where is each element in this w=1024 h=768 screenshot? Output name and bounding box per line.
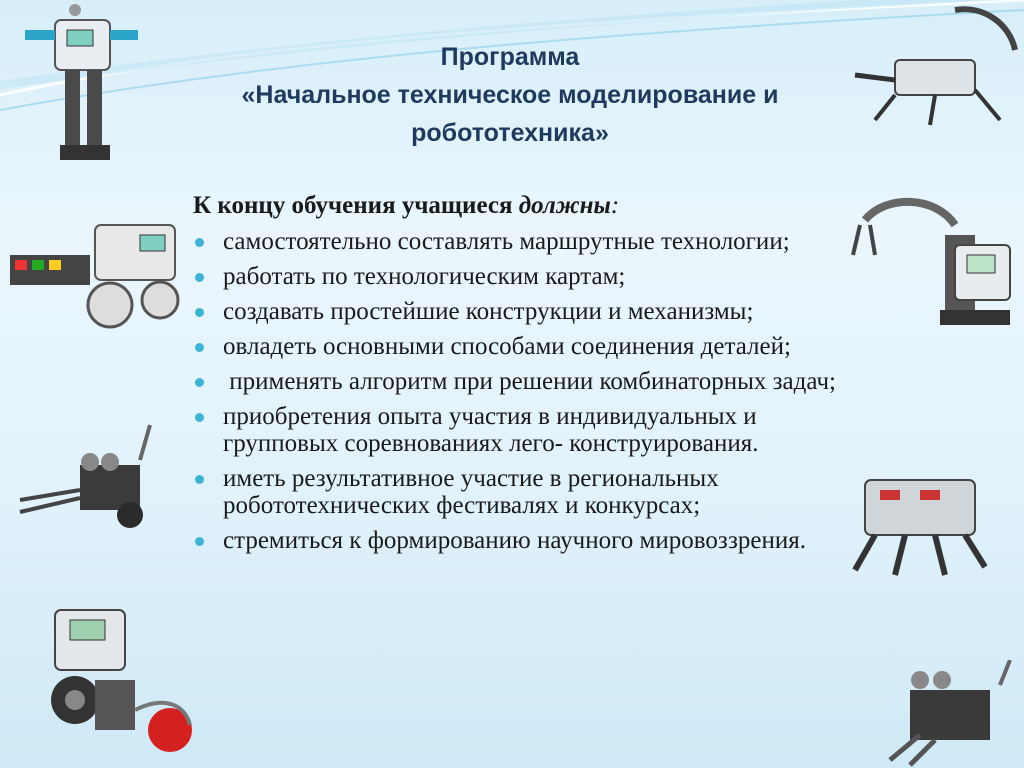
list-item — [193, 368, 843, 395]
title-line-1: Программа — [440, 43, 580, 71]
bullet-icon — [195, 537, 204, 546]
slide-title — [160, 38, 860, 152]
title-line-2: «Начальное техническое моделирование и — [241, 81, 779, 109]
bullet-icon — [195, 413, 204, 422]
list-item — [193, 263, 843, 290]
robot-claw-icon — [10, 420, 160, 530]
bullet-icon — [195, 273, 204, 282]
list-item-text: самостоятельно составлять маршрутные технологии; — [223, 228, 790, 255]
robot-scorpion-icon — [835, 0, 1024, 130]
list-item-text: создавать простейшие конструкции и механизмы; — [223, 298, 754, 325]
list-item-text: овладеть основными способами соединения деталей; — [223, 333, 791, 360]
lead-colon: : — [610, 192, 620, 219]
list-item-text: применять алгоритм при решении комбинаторных задач; — [223, 368, 836, 395]
robot-humanoid-icon — [15, 0, 145, 165]
list-item — [193, 465, 843, 519]
robot-gripper-icon — [880, 660, 1024, 768]
list-item — [193, 527, 843, 554]
lead-text: К концу обучения учащиеся — [193, 192, 519, 219]
list-item — [193, 333, 843, 360]
lead-sentence — [193, 192, 619, 220]
list-item — [193, 403, 843, 457]
robot-arm-icon — [845, 185, 1020, 335]
bullet-icon — [195, 475, 204, 484]
bullet-icon — [195, 308, 204, 317]
list-item-text: приобретения опыта участия в индивидуальных и групповых соревнованиях лего- конструирования. — [223, 403, 759, 457]
bullet-icon — [195, 378, 204, 387]
bullet-icon — [195, 343, 204, 352]
robot-vehicle-icon — [0, 205, 190, 335]
list-item-text: иметь результативное участие в региональных робототехнических фестивалях и конкурсах; — [223, 465, 719, 519]
list-item — [193, 298, 843, 325]
lead-emphasis: должны — [518, 192, 611, 219]
robot-ball-grabber-icon — [35, 590, 195, 768]
requirements-list — [193, 228, 843, 562]
title-line-3: робототехника» — [411, 119, 609, 147]
bullet-icon — [195, 238, 204, 247]
list-item-text: работать по технологическим картам; — [223, 263, 626, 290]
list-item-text: стремиться к формированию научного мировоззрения. — [223, 527, 806, 554]
robot-walker-icon — [835, 455, 1005, 580]
list-item — [193, 228, 843, 255]
